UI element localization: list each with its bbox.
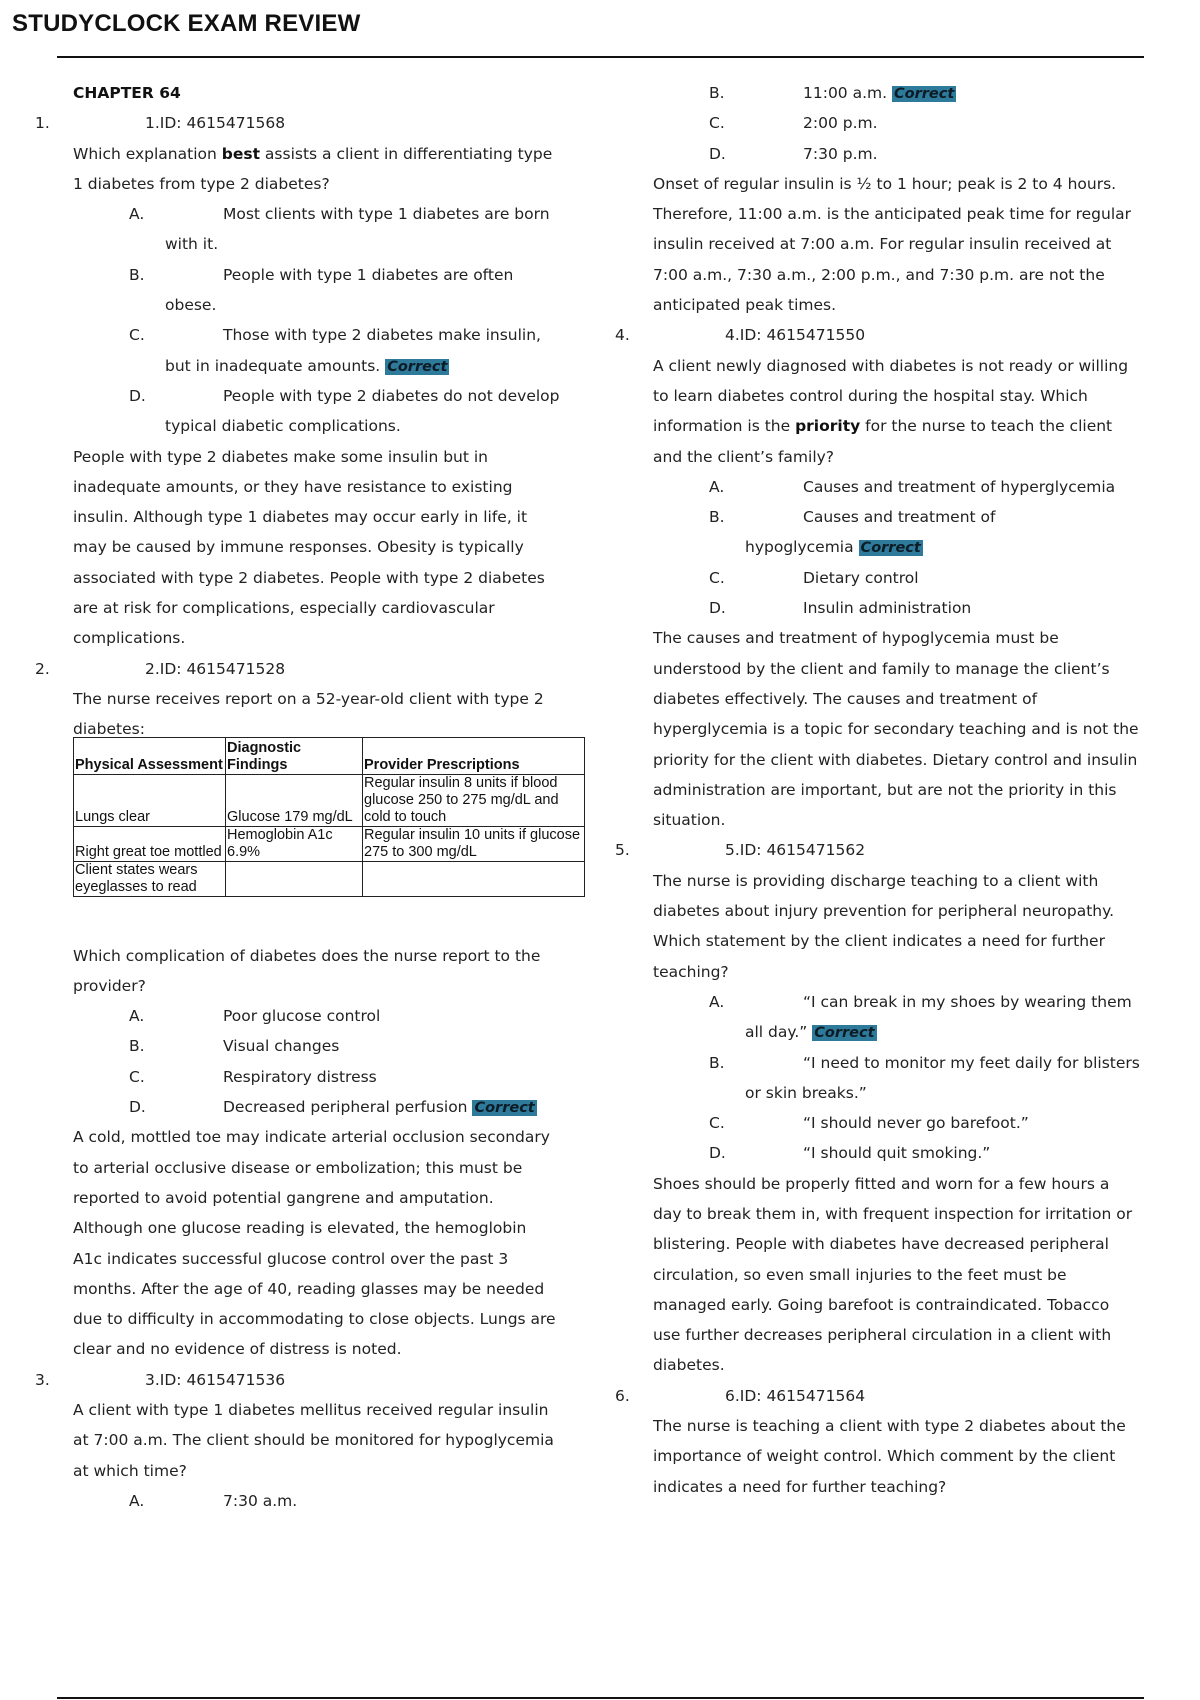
question-stem-line: diabetes: [73, 720, 145, 739]
correct-badge: Correct [814, 1025, 875, 1042]
question-stem-line: provider? [73, 976, 146, 995]
rationale-line: may be caused by immune responses. Obesity is typically [73, 538, 524, 557]
question-number: 6. [615, 1386, 630, 1405]
option-a-continued: all day.” Correct [745, 1023, 875, 1042]
question-number: 2. [35, 659, 50, 678]
rationale-line: diabetes. [653, 1356, 725, 1375]
question-stem-line: at 7:00 a.m. The client should be monitored for hypoglycemia [73, 1431, 554, 1450]
option-c[interactable]: C. 2:00 p.m. [709, 114, 878, 133]
question-id: 1.ID: 4615471568 [145, 114, 286, 133]
option-c[interactable]: C. Those with type 2 diabetes make insulin, [129, 326, 541, 345]
question-stem-line: A client newly diagnosed with diabetes is not ready or willing [653, 356, 1129, 375]
option-d[interactable]: D. People with type 2 diabetes do not develop [129, 386, 560, 405]
table-cell: Regular insulin 8 units if blood glucose 250 to 275 mg/dL and cold to touch [363, 774, 585, 826]
rationale-line: Therefore, 11:00 a.m. is the anticipated peak time for regular [653, 205, 1132, 224]
rationale-line: complications. [73, 629, 186, 648]
table-cell: Glucose 179 mg/dL [226, 774, 363, 826]
question-stem-line: Which explanation best assists a client in differentiating type [73, 144, 553, 163]
rationale-line: months. After the age of 40, reading glasses may be needed [73, 1279, 545, 1298]
table-cell [226, 861, 363, 896]
table-cell: Client states wears eyeglasses to read [74, 861, 226, 896]
question-stem-line: A client with type 1 diabetes mellitus received regular insulin [73, 1400, 549, 1419]
question-stem-line: teaching? [653, 962, 729, 981]
question-stem-line: at which time? [73, 1461, 187, 1480]
question-stem-line: The nurse is providing discharge teaching to a client with [653, 871, 1099, 890]
option-b[interactable]: B. Visual changes [129, 1037, 340, 1056]
question-number: 3. [35, 1370, 50, 1389]
option-d[interactable]: D. Insulin administration [709, 599, 972, 618]
question-number: 5. [615, 841, 630, 860]
table-cell: Hemoglobin A1c 6.9% [226, 826, 363, 861]
table-header: Provider Prescriptions [363, 737, 585, 774]
question-stem-line: Which statement by the client indicates a need for further [653, 932, 1105, 951]
rationale-line: due to difficulty in accommodating to close objects. Lungs are [73, 1310, 556, 1329]
header-divider [57, 56, 1144, 58]
rationale-line: administration are important, but are not the priority in this [653, 780, 1117, 799]
rationale-line: clear and no evidence of distress is noted. [73, 1340, 402, 1359]
rationale-line: hyperglycemia is a topic for secondary teaching and is not the [653, 720, 1139, 739]
rationale-line: The causes and treatment of hypoglycemia must be [653, 629, 1059, 648]
option-b[interactable]: B. Causes and treatment of [709, 508, 996, 527]
question-5-header [615, 835, 1173, 865]
question-2-header [35, 654, 593, 684]
question-stem-line: information is the priority for the nurse to teach the client [653, 417, 1113, 436]
question-id: 4.ID: 4615471550 [725, 326, 866, 345]
table-cell: Right great toe mottled [74, 826, 226, 861]
question-id: 6.ID: 4615471564 [725, 1386, 866, 1405]
left-column [35, 78, 593, 1516]
correct-badge: Correct [893, 86, 955, 102]
rationale-line: day to break them in, with frequent inspection for irritation or [653, 1204, 1133, 1223]
option-b[interactable]: B. “I need to monitor my feet daily for blisters [709, 1053, 1140, 1072]
question-stem-line: and the client’s family? [653, 447, 835, 466]
correct-badge: Correct [387, 358, 448, 375]
question-1-header [35, 108, 593, 138]
question-stem-line: to learn diabetes control during the hospital stay. Which [653, 386, 1088, 405]
question-3-header [35, 1365, 593, 1395]
question-stem-line: importance of weight control. Which comment by the client [653, 1447, 1116, 1466]
option-b-continued: obese. [165, 296, 217, 315]
option-a[interactable]: A. Most clients with type 1 diabetes are born [129, 205, 550, 224]
rationale-line: A cold, mottled toe may indicate arterial occlusion secondary [73, 1128, 550, 1147]
rationale-line: Shoes should be properly fitted and worn for a few hours a [653, 1174, 1110, 1193]
table-header: Physical Assessment [74, 737, 226, 774]
option-d-continued: typical diabetic complications. [165, 417, 401, 436]
option-d[interactable]: D. “I should quit smoking.” [709, 1144, 991, 1163]
footer-divider [57, 1697, 1144, 1699]
option-d[interactable]: D. 7:30 p.m. [709, 144, 878, 163]
question-id: 3.ID: 4615471536 [145, 1370, 286, 1389]
option-a[interactable]: A. “I can break in my shoes by wearing them [709, 992, 1132, 1011]
rationale-line: People with type 2 diabetes make some insulin but in [73, 447, 489, 466]
rationale-line: reported to avoid potential gangrene and amputation. [73, 1188, 494, 1207]
rationale-line: are at risk for complications, especially cardiovascular [73, 599, 495, 618]
table-cell: Lungs clear [74, 774, 226, 826]
option-a-continued: with it. [165, 235, 219, 254]
table-cell [363, 861, 585, 896]
rationale-line: circulation, so even small injuries to the feet must be [653, 1265, 1067, 1284]
rationale-line: Onset of regular insulin is ½ to 1 hour; peak is 2 to 4 hours. [653, 174, 1117, 193]
question-stem-line: Which complication of diabetes does the nurse report to the [73, 946, 541, 965]
option-c-continued: but in inadequate amounts. Correct [165, 356, 448, 375]
correct-badge: Correct [860, 540, 921, 557]
rationale-line: diabetes effectively. The causes and treatment of [653, 689, 1038, 708]
rationale-line: to arterial occlusive disease or embolization; this must be [73, 1158, 523, 1177]
question-id: 5.ID: 4615471562 [725, 841, 866, 860]
table-header: Diagnostic Findings [226, 737, 363, 774]
rationale-line: managed early. Going barefoot is contraindicated. Tobacco [653, 1295, 1110, 1314]
question-number: 1. [35, 114, 50, 133]
correct-badge: Correct [474, 1100, 535, 1117]
question-stem-line: indicates a need for further teaching? [653, 1477, 947, 1496]
option-a[interactable]: A. Poor glucose control [129, 1007, 381, 1026]
rationale-line: use further decreases peripheral circulation in a client with [653, 1326, 1112, 1345]
table-cell: Regular insulin 10 units if glucose 275 to 300 mg/dL [363, 826, 585, 861]
rationale-line: inadequate amounts, or they have resistance to existing [73, 477, 513, 496]
option-b[interactable]: B. 11:00 a.m. Correct [709, 84, 955, 102]
question-stem-line: The nurse receives report on a 52-year-old client with type 2 [73, 689, 544, 708]
rationale-line: anticipated peak times. [653, 296, 837, 315]
option-c[interactable]: C. Dietary control [709, 568, 919, 587]
rationale-line: insulin received at 7:00 a.m. For regular insulin received at [653, 235, 1112, 254]
rationale-line: 7:00 a.m., 7:30 a.m., 2:00 p.m., and 7:30 p.m. are not the [653, 265, 1105, 284]
question-id: 2.ID: 4615471528 [145, 659, 286, 678]
rationale-line: understood by the client and family to manage the client’s [653, 659, 1110, 678]
rationale-line: priority for the client with diabetes. Dietary control and insulin [653, 750, 1138, 769]
right-column [615, 78, 1173, 1502]
rationale-line: insulin. Although type 1 diabetes may occur early in life, it [73, 508, 528, 527]
question-stem-line: diabetes about injury prevention for peripheral neuropathy. [653, 902, 1114, 921]
question-6-header [615, 1381, 1173, 1411]
option-a[interactable]: A. 7:30 a.m. [129, 1491, 298, 1510]
option-c[interactable]: C. “I should never go barefoot.” [709, 1114, 1029, 1133]
option-b[interactable]: B. People with type 1 diabetes are often [129, 265, 514, 284]
question-stem-line: The nurse is teaching a client with type 2 diabetes about the [653, 1417, 1126, 1436]
rationale-line: blistering. People with diabetes have decreased peripheral [653, 1235, 1109, 1254]
option-a[interactable]: A. Causes and treatment of hyperglycemia [709, 477, 1116, 496]
page-title: STUDYCLOCK EXAM REVIEW [12, 10, 361, 37]
rationale-line: Although one glucose reading is elevated, the hemoglobin [73, 1219, 527, 1238]
question-number: 4. [615, 326, 630, 345]
option-c[interactable]: C. Respiratory distress [129, 1067, 377, 1086]
question-4-header [615, 320, 1173, 350]
rationale-line: situation. [653, 811, 726, 830]
option-b-continued: hypoglycemia Correct [745, 538, 921, 557]
question-stem-line: 1 diabetes from type 2 diabetes? [73, 174, 330, 193]
rationale-line: A1c indicates successful glucose control over the past 3 [73, 1249, 509, 1268]
client-report-table [73, 737, 585, 897]
option-b-continued: or skin breaks.” [745, 1083, 867, 1102]
option-d[interactable]: D. Decreased peripheral perfusion Correct [129, 1098, 535, 1117]
chapter-heading: CHAPTER 64 [73, 84, 181, 102]
rationale-line: associated with type 2 diabetes. People with type 2 diabetes [73, 568, 545, 587]
